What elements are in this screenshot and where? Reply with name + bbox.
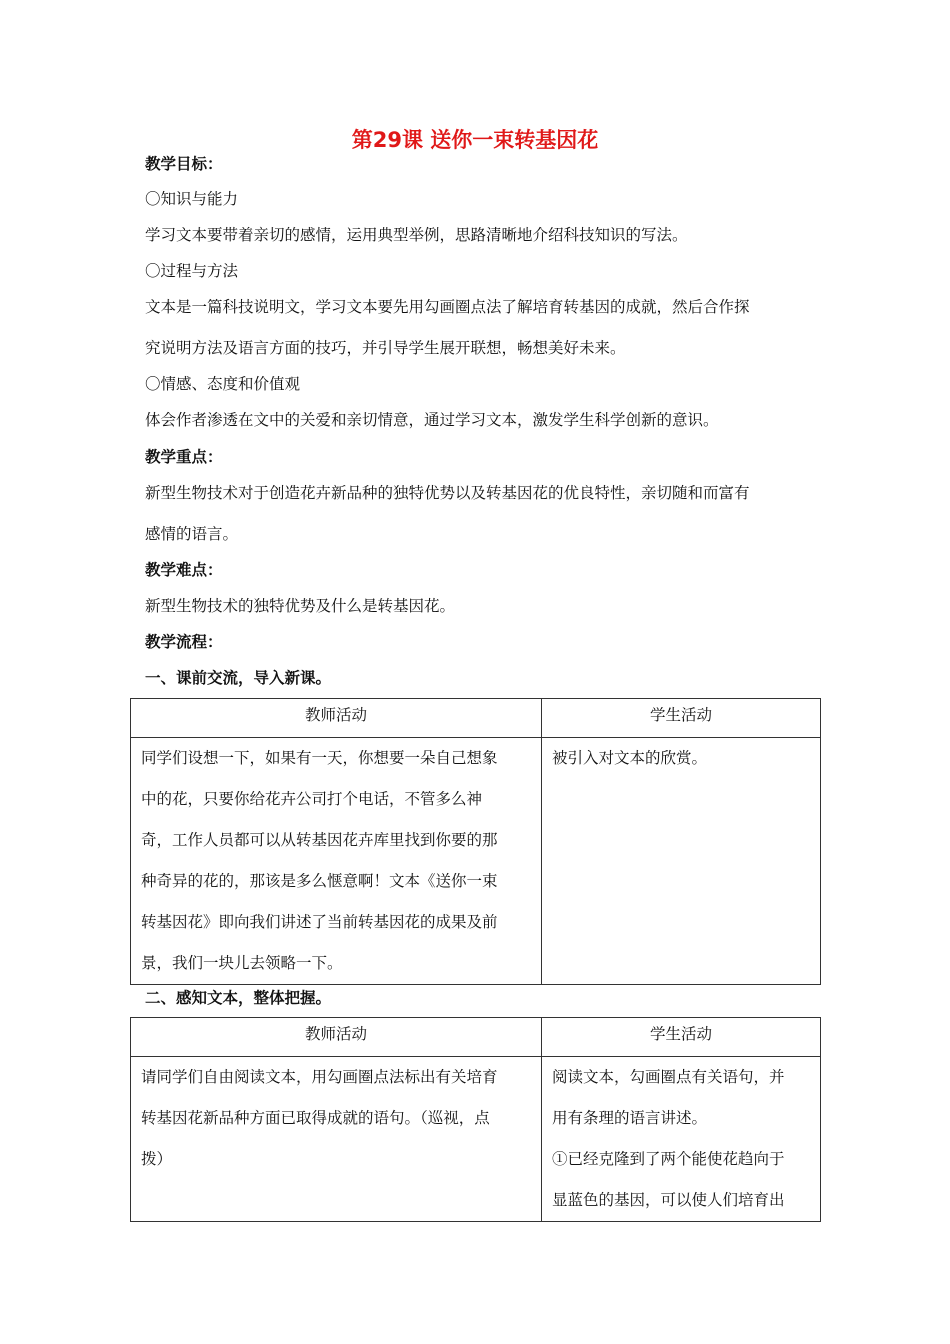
teacher-activity-header: 教师活动 (131, 1018, 542, 1057)
student-activity-cell (542, 1057, 821, 1222)
key-points-text-2: 感情的语言。 (145, 525, 239, 543)
table-line: 显蓝色的基因，可以使人们培育出 (552, 1191, 785, 1209)
table-line: 种奇异的花的，那该是多么惬意啊！文本《送你一束 (141, 872, 498, 890)
teacher-activity-header: 教师活动 (131, 699, 542, 738)
objective-emotion-label: 〇情感、态度和价值观 (145, 375, 301, 393)
teacher-activity-cell (131, 738, 542, 985)
teacher-activity-cell (131, 1057, 542, 1222)
table-line: ①已经克隆到了两个能使花趋向于 (552, 1150, 785, 1168)
table-line: 请同学们自由阅读文本，用勾画圈点法标出有关培育 (141, 1068, 498, 1086)
objective-process-text-2: 究说明方法及语言方面的技巧，并引导学生展开联想，畅想美好未来。 (145, 339, 626, 357)
objective-process-label: 〇过程与方法 (145, 262, 239, 280)
objective-knowledge-label: 〇知识与能力 (145, 190, 239, 208)
table-line: 用有条理的语言讲述。 (552, 1109, 708, 1127)
difficulties-heading: 教学难点： (145, 561, 223, 579)
student-activity-header: 学生活动 (542, 1018, 821, 1057)
objective-emotion-text: 体会作者渗透在文中的关爱和亲切情意，通过学习文本，激发学生科学创新的意识。 (145, 411, 719, 429)
step1-heading: 一、课前交流，导入新课。 (145, 669, 332, 687)
key-points-heading: 教学重点： (145, 448, 223, 466)
objective-process-text-1: 文本是一篇科技说明文，学习文本要先用勾画圈点法了解培育转基因的成就，然后合作探 (145, 298, 750, 316)
table-line: 被引入对文本的欣赏。 (552, 749, 708, 767)
step2-heading: 二、感知文本，整体把握。 (145, 989, 332, 1007)
table-line: 拨） (141, 1150, 173, 1168)
table-line: 转基因花新品种方面已取得成就的语句。（巡视，点 (141, 1109, 490, 1127)
difficulties-text: 新型生物技术的独特优势及什么是转基因花。 (145, 597, 456, 615)
student-activity-cell (542, 738, 821, 985)
key-points-text-1: 新型生物技术对于创造花卉新品种的独特优势以及转基因花的优良特性，亲切随和而富有 (145, 484, 750, 502)
objective-knowledge-text: 学习文本要带着亲切的感情，运用典型举例，思路清晰地介绍科技知识的写法。 (145, 226, 688, 244)
process-heading: 教学流程： (145, 633, 223, 651)
table-line: 同学们设想一下，如果有一天，你想要一朵自己想象 (141, 749, 498, 767)
objectives-heading: 教学目标： (145, 155, 223, 173)
table-line: 转基因花》即向我们讲述了当前转基因花的成果及前 (141, 913, 498, 931)
table-line: 中的花，只要你给花卉公司打个电话，不管多么神 (141, 790, 483, 808)
table-line: 景，我们一块儿去领略一下。 (141, 954, 343, 972)
lesson-title: 第29课 送你一束转基因花 (351, 128, 599, 152)
table-line: 奇，工作人员都可以从转基因花卉库里找到你要的那 (141, 831, 498, 849)
activity-table-2 (130, 1017, 821, 1222)
activity-table-1 (130, 698, 821, 985)
table-line: 阅读文本，勾画圈点有关语句，并 (552, 1068, 785, 1086)
student-activity-header: 学生活动 (542, 699, 821, 738)
